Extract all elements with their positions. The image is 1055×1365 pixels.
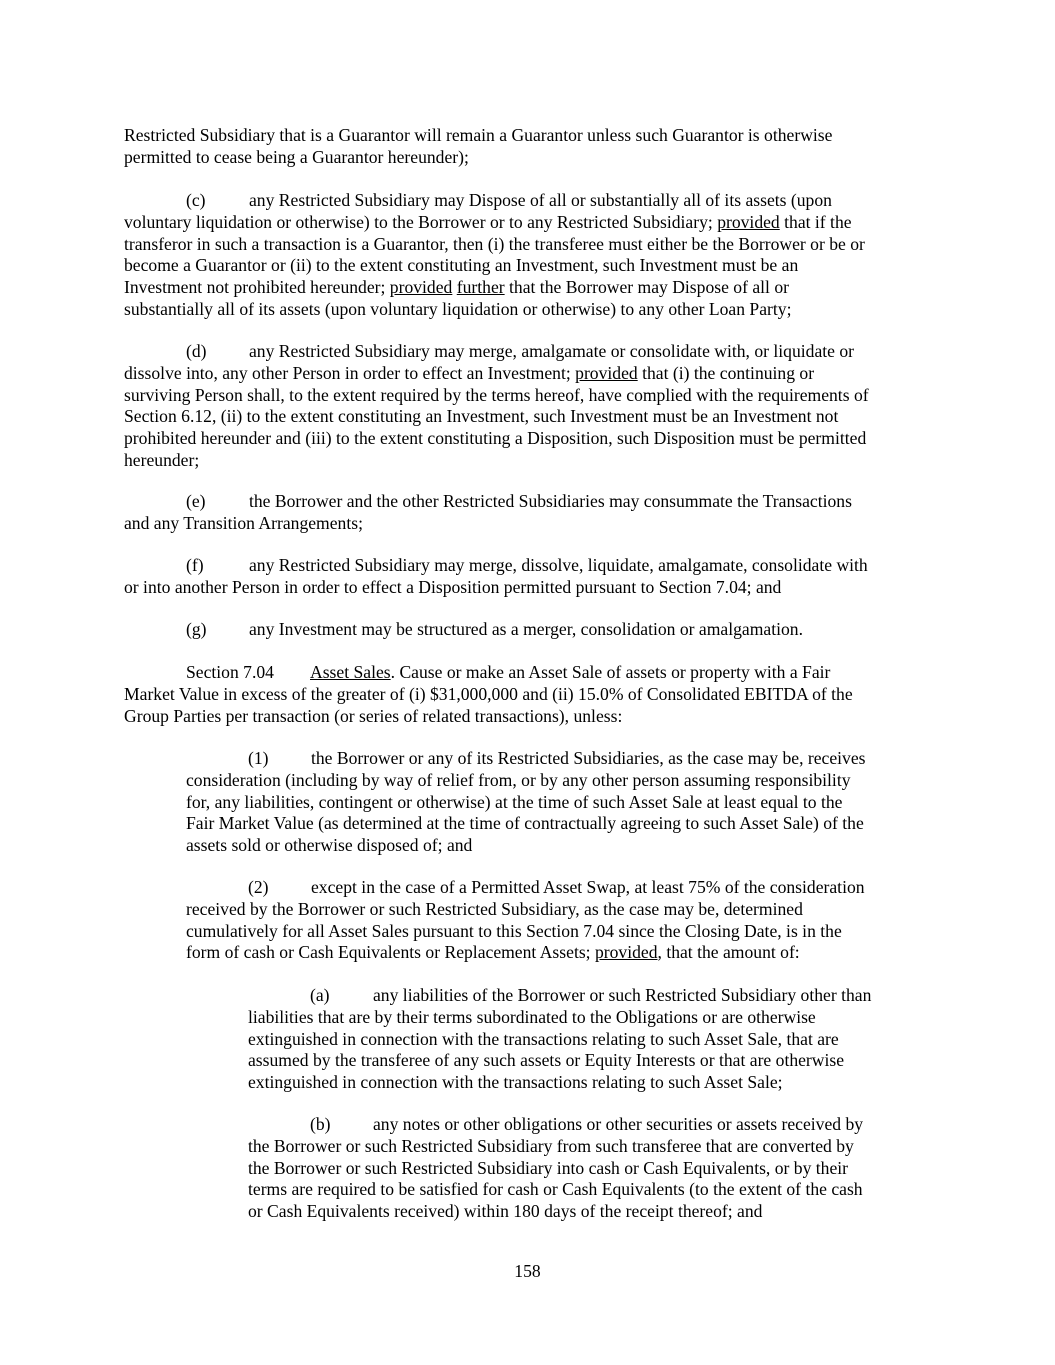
text-line: any Restricted Subsidiary may merge, amalgamate or consolidate with, or liquidate or — [249, 341, 855, 361]
text-line: any Restricted Subsidiary may merge, dissolve, liquidate, amalgamate, consolidate with — [249, 555, 868, 575]
clause-b — [248, 1114, 928, 1223]
clause-marker: (b) — [310, 1114, 331, 1134]
text-line: the Borrower or such Restricted Subsidiary into cash or Cash Equivalents, or by their — [248, 1157, 849, 1178]
text-line: form of cash or Cash Equivalents or Replacement Assets; — [186, 942, 595, 963]
clause-marker: (c) — [186, 190, 206, 210]
clause-f — [124, 555, 939, 599]
clause-e — [124, 491, 939, 535]
text-line: the Borrower or any of its Restricted Subsidiaries, as the case may be, receives — [311, 748, 866, 768]
clause-marker: (g) — [186, 619, 207, 639]
text-line: cumulatively for all Asset Sales pursuant to this Section 7.04 since the Closing Date, is in the — [186, 920, 842, 941]
section-heading: Asset Sales — [310, 662, 391, 682]
text-line: extinguished in connection with the transactions relating to such Asset Sale, that are — [248, 1028, 839, 1049]
text-line: Market Value in excess of the greater of (i) $31,000,000 and (ii) 15.0% of Consolidated EBITDA of the — [124, 683, 853, 704]
section-number: Section 7.04 — [186, 662, 274, 682]
provided-term: provided — [389, 277, 453, 298]
text-line: assumed by the transferee of any such assets or Equity Interests or that are otherwise — [248, 1050, 845, 1071]
clause-marker: (d) — [186, 341, 207, 361]
text-line: Investment not prohibited hereunder; — [124, 277, 390, 298]
text-line: extinguished in connection with the transactions relating to such Asset Sale; — [248, 1072, 783, 1093]
text-line: surviving Person shall, to the extent required by the terms hereof, have complied with the requirements of — [124, 384, 869, 405]
text-line: that (i) the continuing or — [637, 362, 815, 383]
text-line: that if the — [779, 211, 852, 232]
text-line: any notes or other obligations or other securities or assets received by — [373, 1114, 864, 1134]
text-line: , that the amount of: — [657, 942, 800, 963]
text-line: Fair Market Value (as determined at the time of contractually agreeing to such Asset Sale) of the — [186, 813, 864, 834]
text-line: any liabilities of the Borrower or such Restricted Subsidiary other than — [373, 985, 872, 1005]
text-line: any Investment may be structured as a merger, consolidation or amalgamation. — [249, 619, 803, 639]
text-line: become a Guarantor or (ii) to the extent constituting an Investment, such Investment must be an — [124, 255, 799, 276]
clause-marker: (a) — [310, 985, 330, 1005]
text-line: assets sold or otherwise disposed of; and — [186, 835, 473, 856]
clause-g — [124, 619, 939, 641]
provided-term: provided — [717, 211, 780, 232]
clause-marker: (1) — [248, 748, 269, 768]
text-line: transferor in such a transaction is a Guarantor, then (i) the transferee must either be the Borrower or be or — [124, 233, 865, 254]
text-line: hereunder; — [124, 449, 200, 470]
text-line: or Cash Equivalents received) within 180 days of the receipt thereof; and — [248, 1201, 763, 1222]
text-line: voluntary liquidation or otherwise) to the Borrower or to any Restricted Subsidiary; — [124, 211, 718, 232]
text-line: Group Parties per transaction (or series of related transactions), unless: — [124, 705, 623, 726]
text-line: consideration (including by way of relief from, or by any other person assuming responsibility — [186, 769, 851, 790]
text-line: . Cause or make an Asset Sale of assets or property with a Fair — [390, 662, 831, 682]
text-line: or into another Person in order to effect a Disposition permitted pursuant to Section 7.04; and — [124, 576, 782, 597]
text-line: Restricted Subsidiary that is a Guarantor will remain a Guarantor unless such Guarantor is otherwise — [124, 125, 833, 145]
section-7-04 — [124, 662, 939, 727]
provided-term: provided — [594, 942, 658, 963]
clause-marker: (e) — [186, 491, 206, 511]
text-line: except in the case of a Permitted Asset Swap, at least 75% of the consideration — [311, 877, 865, 897]
text-line: any Restricted Subsidiary may Dispose of all or substantially all of its assets (upon — [249, 190, 832, 210]
text-line: liabilities that are by their terms subordinated to the Obligations or are otherwise — [248, 1006, 816, 1027]
clause-2 — [186, 877, 936, 964]
text-line: Section 6.12, (ii) to the extent constituting an Investment, such Investment must be an Investment not — [124, 406, 839, 427]
text-line: for, any liabilities, contingent or otherwise) at the time of such Asset Sale at least equal to the — [186, 791, 843, 812]
page-number: 158 — [514, 1261, 541, 1281]
text-line: permitted to cease being a Guarantor hereunder); — [124, 146, 469, 167]
text-line: substantially all of its assets (upon voluntary liquidation or otherwise) to any other Loan Party; — [124, 298, 792, 319]
text-line: received by the Borrower or such Restricted Subsidiary, as the case may be, determined — [186, 898, 803, 919]
paragraph-continuation — [124, 125, 939, 169]
provided-term: provided — [575, 362, 638, 383]
clause-d — [124, 341, 939, 472]
clause-marker: (f) — [186, 555, 204, 575]
clause-marker: (2) — [248, 877, 269, 897]
text-line: terms are required to be satisfied for cash or Cash Equivalents (to the extent of the cash — [248, 1179, 863, 1200]
text-line: the Borrower or such Restricted Subsidiary from such transferee that are converted by — [248, 1135, 854, 1156]
text-line: the Borrower and the other Restricted Subsidiaries may consummate the Transactions — [249, 491, 852, 511]
clause-a — [248, 985, 928, 1094]
text-line: dissolve into, any other Person in order to effect an Investment; — [124, 362, 576, 383]
text-line: and any Transition Arrangements; — [124, 512, 363, 533]
further-term: further — [456, 277, 505, 298]
text-line: prohibited hereunder and (iii) to the extent constituting a Disposition, such Disposition must be permitted — [124, 428, 867, 449]
clause-c — [124, 190, 939, 321]
text-line: that the Borrower may Dispose of all or — [504, 277, 789, 298]
clause-1 — [186, 748, 936, 857]
